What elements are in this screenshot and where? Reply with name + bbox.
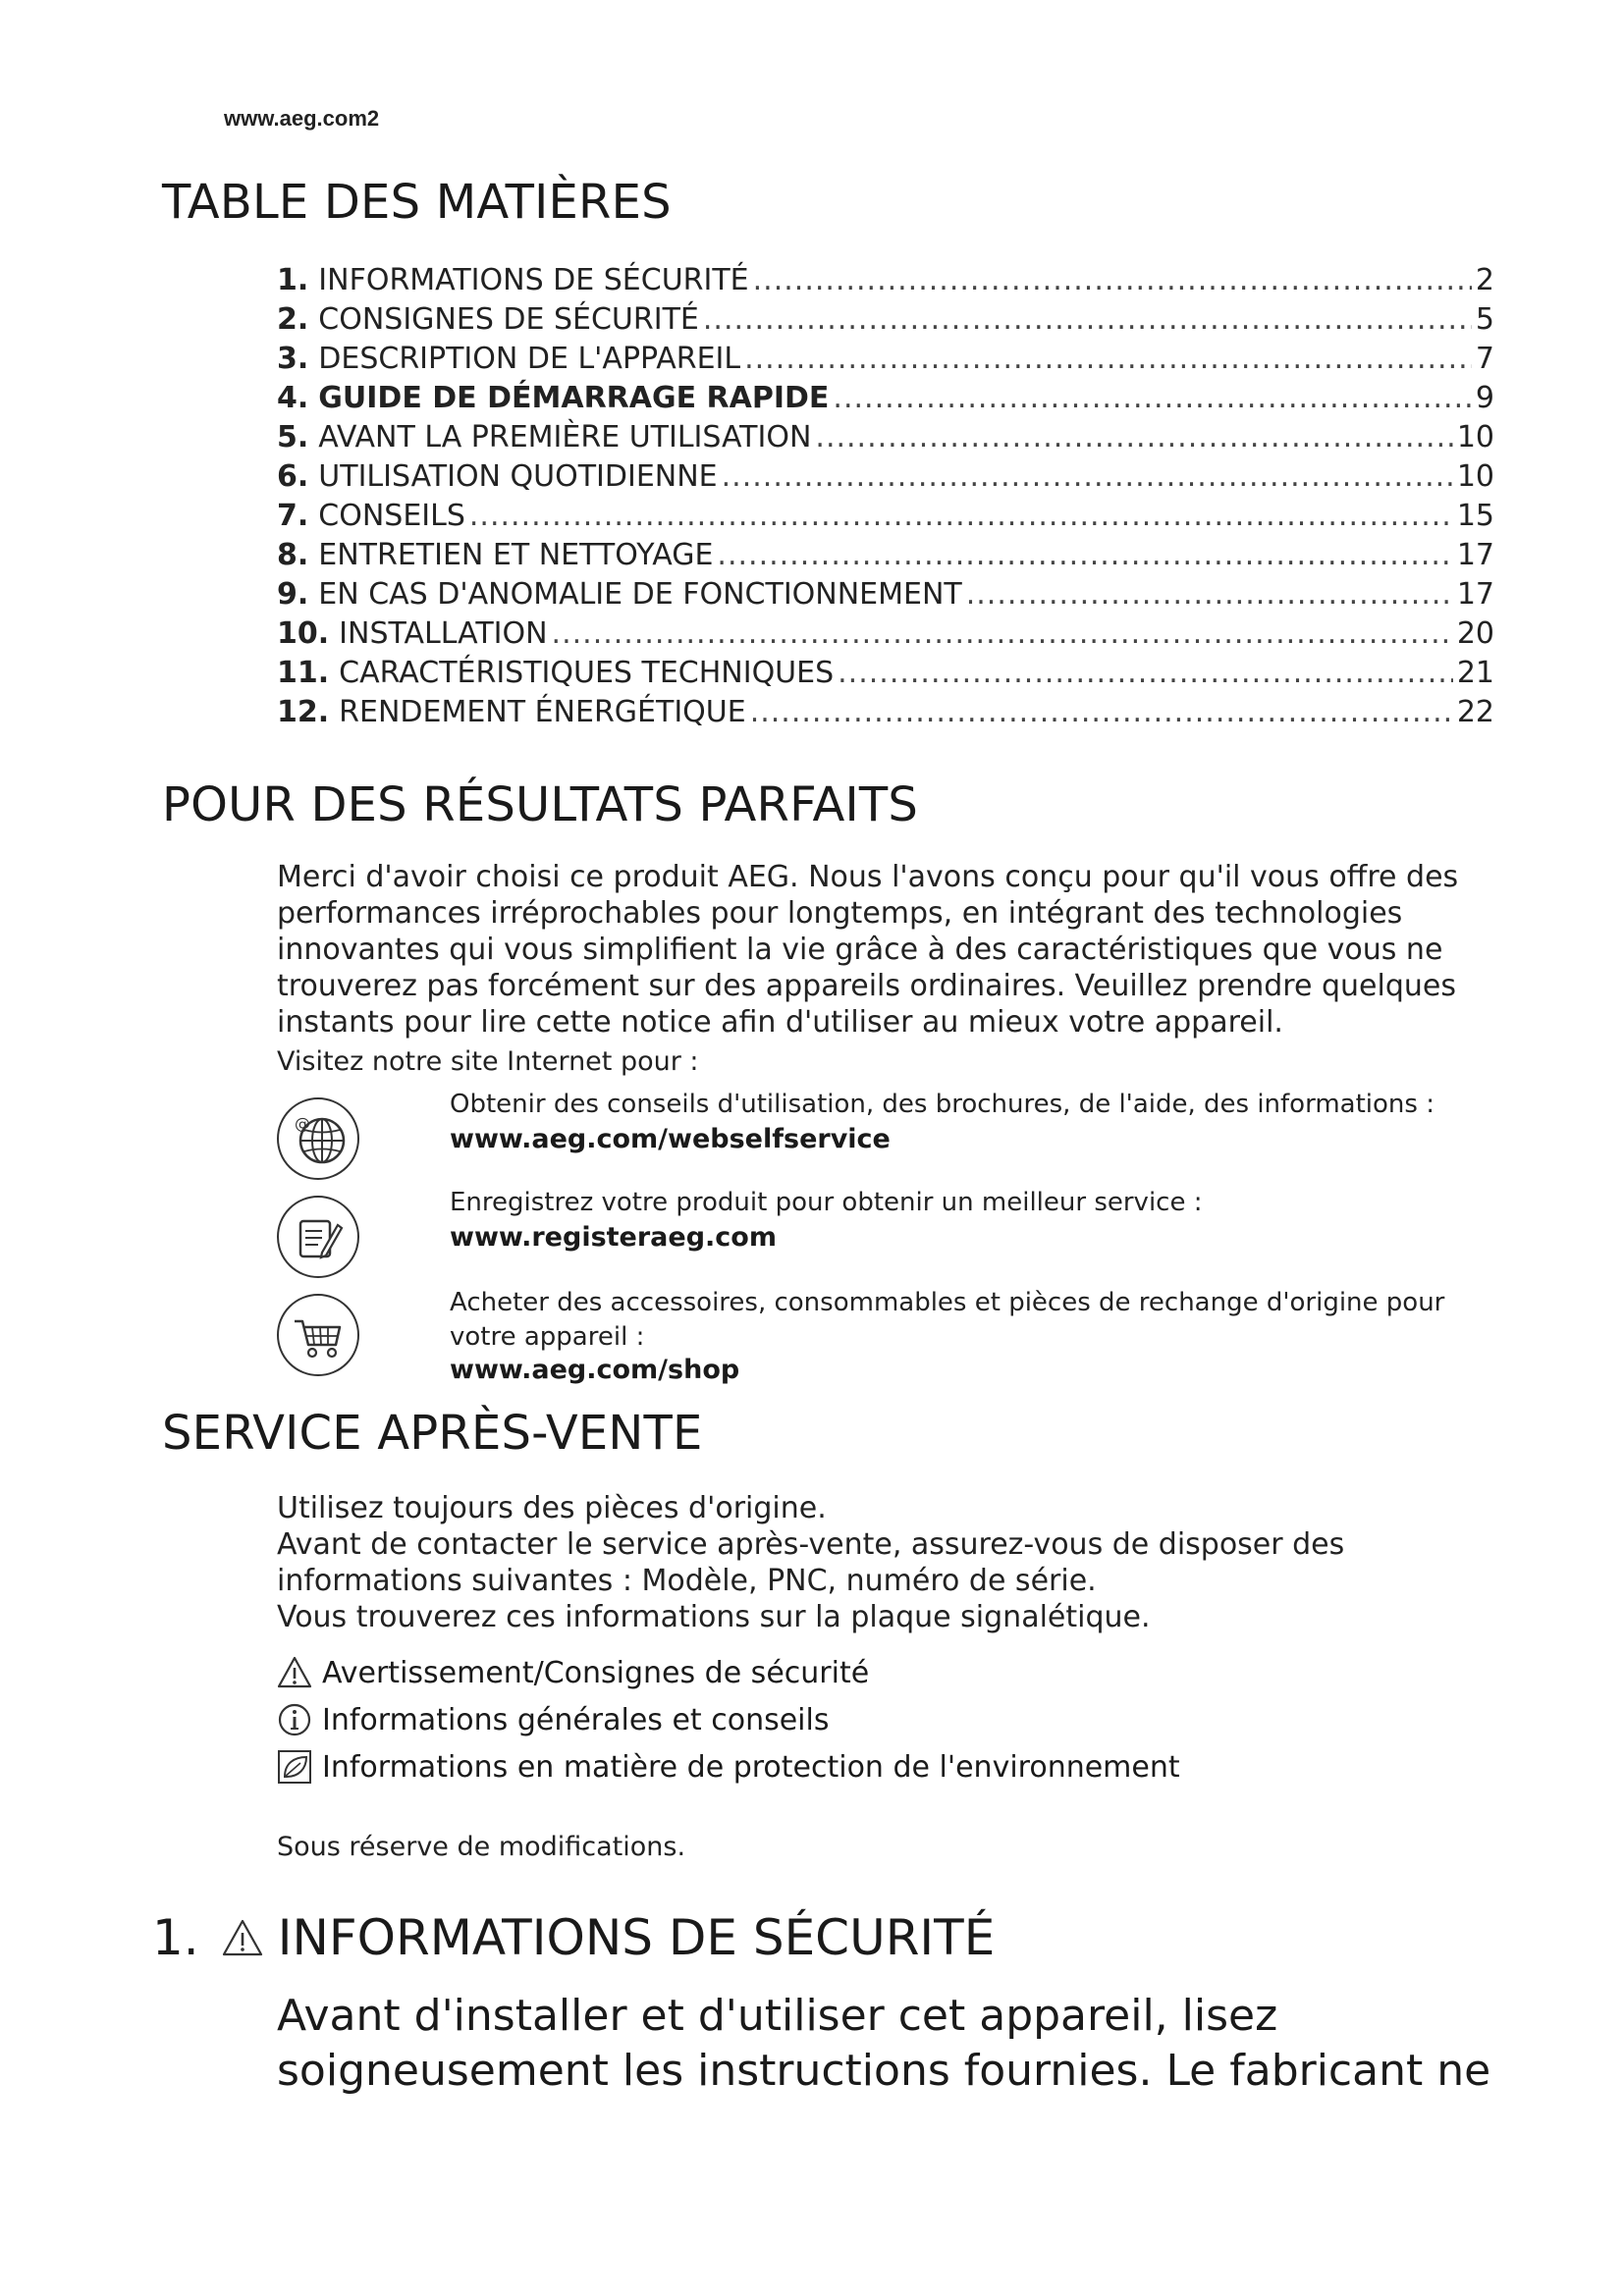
toc-item-title: GUIDE DE DÉMARRAGE RAPIDE	[318, 381, 830, 415]
legend-info-label: Informations générales et conseils	[322, 1702, 830, 1737]
toc-title: TABLE DES MATIÈRES	[162, 175, 672, 230]
shop-text	[450, 1286, 1444, 1355]
toc-item-title: AVANT LA PREMIÈRE UTILISATION	[318, 420, 812, 454]
toc-page: 17	[1456, 577, 1494, 612]
header-site: www.aeg.com2	[224, 106, 380, 131]
results-line: trouverez pas forcément sur des appareils ordinaires. Veuillez prendre quelques	[277, 969, 1456, 1003]
shop-link[interactable]: www.aeg.com/shop	[450, 1355, 740, 1385]
toc-item[interactable]	[277, 538, 1494, 577]
toc-num: 6.	[277, 459, 309, 494]
registeraeg-link[interactable]: www.registeraeg.com	[450, 1222, 777, 1253]
shopping-cart-icon	[277, 1294, 359, 1376]
safety-intro	[277, 1989, 1553, 2099]
toc-list	[277, 263, 1494, 734]
toc-item-title: EN CAS D'ANOMALIE DE FONCTIONNEMENT	[318, 577, 962, 612]
toc-page: 7	[1475, 342, 1494, 376]
toc-page: 20	[1456, 616, 1494, 651]
toc-page: 10	[1456, 459, 1494, 494]
toc-leader	[717, 538, 1452, 572]
legend-warning-label: Avertissement/Consignes de sécurité	[322, 1655, 870, 1690]
service-line: Avant de contacter le service après-vente, assurez-vous de disposer des	[277, 1527, 1345, 1562]
safety-num: 1.	[152, 1909, 199, 1966]
results-line: innovantes qui vous simplifient la vie grâce à des caractéristiques que vous ne	[277, 933, 1443, 967]
service-title: SERVICE APRÈS-VENTE	[162, 1406, 703, 1461]
service-line: Vous trouverez ces informations sur la plaque signalétique.	[277, 1600, 1151, 1634]
toc-item[interactable]	[277, 616, 1494, 656]
service-text	[277, 1490, 1504, 1635]
toc-num: 5.	[277, 420, 309, 454]
warning-icon	[277, 1655, 312, 1690]
toc-num: 9.	[277, 577, 309, 612]
web-text: Obtenir des conseils d'utilisation, des brochures, de l'aide, des informations :	[450, 1090, 1435, 1119]
toc-num: 7.	[277, 499, 309, 533]
register-document-icon	[277, 1196, 359, 1278]
legend-warning	[277, 1649, 1180, 1696]
toc-item[interactable]	[277, 342, 1494, 381]
toc-item[interactable]	[277, 695, 1494, 734]
toc-num: 8.	[277, 538, 309, 572]
safety-line: Avant d'installer et d'utiliser cet appareil, lisez	[277, 1991, 1278, 2041]
service-line: Utilisez toujours des pièces d'origine.	[277, 1491, 827, 1525]
toc-item-title: RENDEMENT ÉNERGÉTIQUE	[339, 695, 746, 729]
toc-page: 5	[1475, 302, 1494, 337]
toc-num: 4.	[277, 381, 309, 415]
warning-icon	[221, 1918, 264, 1957]
results-line: instants pour lire cette notice afin d'utiliser au mieux votre appareil.	[277, 1005, 1283, 1040]
service-line: informations suivantes : Modèle, PNC, numéro de série.	[277, 1564, 1097, 1598]
subject-to-change-note: Sous réserve de modifications.	[277, 1832, 686, 1862]
leaf-icon	[277, 1749, 312, 1785]
toc-num: 3.	[277, 342, 309, 376]
toc-page: 22	[1456, 695, 1494, 729]
info-icon	[277, 1702, 312, 1737]
toc-item[interactable]	[277, 656, 1494, 695]
toc-num: 2.	[277, 302, 309, 337]
toc-leader	[722, 459, 1453, 494]
toc-leader	[815, 420, 1452, 454]
toc-item-title: CONSIGNES DE SÉCURITÉ	[318, 302, 699, 337]
toc-item[interactable]	[277, 381, 1494, 420]
toc-item-title: INFORMATIONS DE SÉCURITÉ	[318, 263, 749, 297]
toc-item[interactable]	[277, 499, 1494, 538]
webselfservice-link[interactable]: www.aeg.com/webselfservice	[450, 1124, 891, 1154]
toc-num: 1.	[277, 263, 309, 297]
results-line: performances irréprochables pour longtemps, en intégrant des technologies	[277, 896, 1403, 931]
toc-num: 10.	[277, 616, 330, 651]
toc-leader	[750, 695, 1453, 729]
safety-title: INFORMATIONS DE SÉCURITÉ	[277, 1909, 996, 1966]
safety-heading	[152, 1909, 995, 1966]
results-intro	[277, 859, 1504, 1041]
globe-icon	[277, 1097, 359, 1180]
legend-info	[277, 1696, 1180, 1743]
toc-item-title: CARACTÉRISTIQUES TECHNIQUES	[339, 656, 835, 690]
toc-page: 17	[1456, 538, 1494, 572]
results-title: POUR DES RÉSULTATS PARFAITS	[162, 777, 919, 832]
toc-item[interactable]	[277, 420, 1494, 459]
toc-num: 11.	[277, 656, 330, 690]
svg-text:@: @	[295, 1114, 310, 1133]
toc-leader	[838, 656, 1453, 690]
toc-page: 2	[1475, 263, 1494, 297]
toc-page: 9	[1475, 381, 1494, 415]
toc-item-title: UTILISATION QUOTIDIENNE	[318, 459, 718, 494]
toc-leader	[744, 342, 1472, 376]
toc-item-title: CONSEILS	[318, 499, 465, 533]
toc-item[interactable]	[277, 459, 1494, 499]
toc-num: 12.	[277, 695, 330, 729]
toc-leader	[469, 499, 1453, 533]
toc-leader	[966, 577, 1453, 612]
legend-environment	[277, 1743, 1180, 1790]
toc-item[interactable]	[277, 263, 1494, 302]
legend-env-label: Informations en matière de protection de l'environnement	[322, 1749, 1180, 1785]
toc-item[interactable]	[277, 577, 1494, 616]
toc-page: 10	[1456, 420, 1494, 454]
toc-item-title: INSTALLATION	[339, 616, 548, 651]
toc-page: 15	[1456, 499, 1494, 533]
toc-item-title: ENTRETIEN ET NETTOYAGE	[318, 538, 714, 572]
results-line: Merci d'avoir choisi ce produit AEG. Nous l'avons conçu pour qu'il vous offre des	[277, 860, 1459, 894]
toc-item-title: DESCRIPTION DE L'APPAREIL	[318, 342, 741, 376]
safety-line: soigneusement les instructions fournies. Le fabricant ne	[277, 2046, 1491, 2096]
register-text: Enregistrez votre produit pour obtenir un meilleur service :	[450, 1188, 1203, 1217]
toc-leader	[833, 381, 1471, 415]
toc-leader	[552, 616, 1453, 651]
shop-text-line: votre appareil :	[450, 1322, 645, 1352]
toc-item[interactable]	[277, 302, 1494, 342]
toc-page: 21	[1456, 656, 1494, 690]
toc-leader	[753, 263, 1472, 297]
symbol-legend	[277, 1649, 1180, 1790]
toc-leader	[703, 302, 1472, 337]
shop-text-line: Acheter des accessoires, consommables et pièces de rechange d'origine pour	[450, 1288, 1445, 1317]
results-visit: Visitez notre site Internet pour :	[277, 1046, 699, 1077]
